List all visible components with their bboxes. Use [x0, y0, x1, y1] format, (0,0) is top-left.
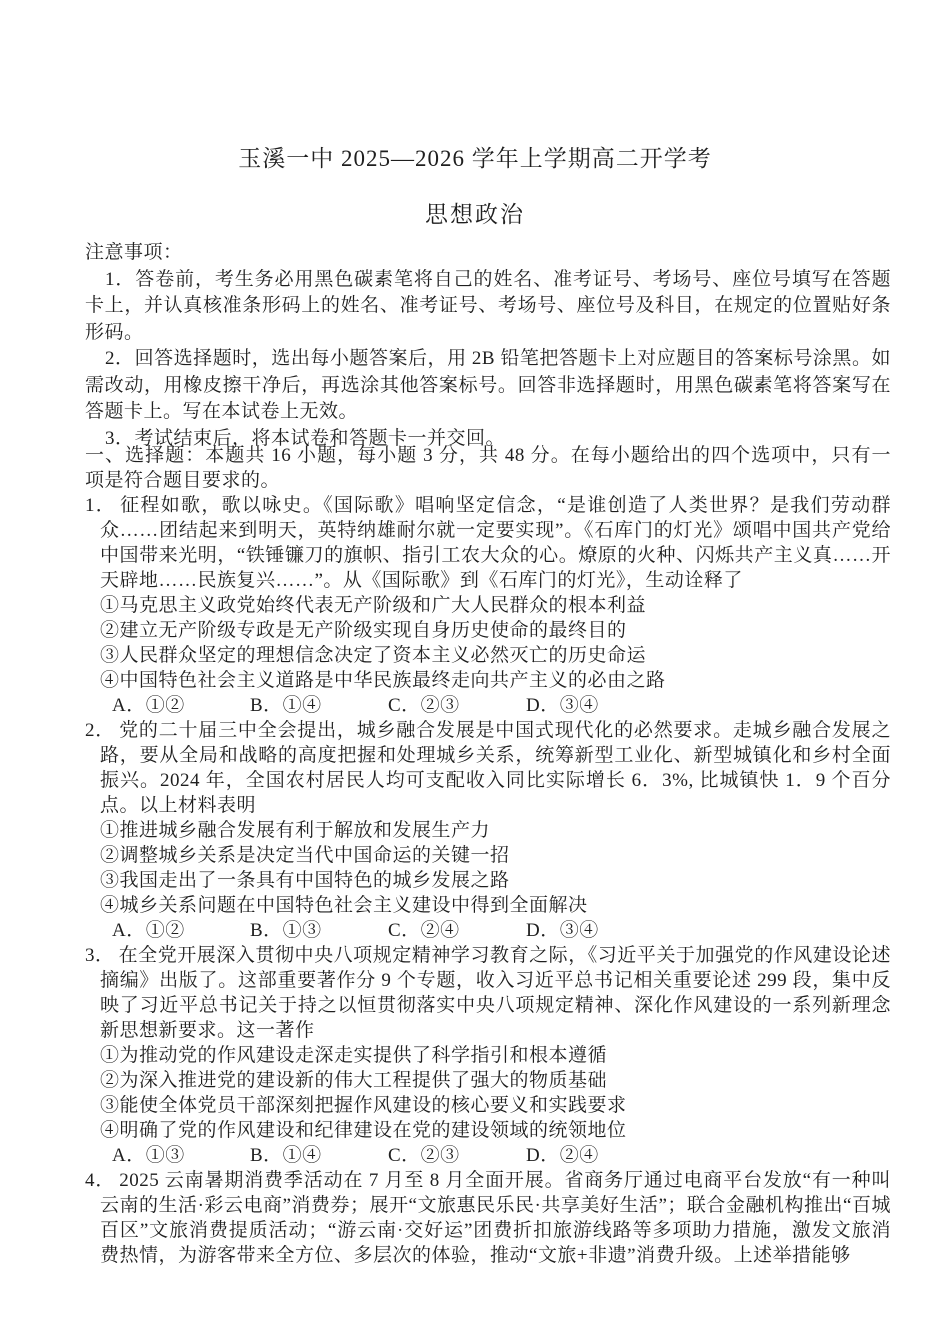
question-text: 征程如歌，歌以咏史。《国际歌》唱响坚定信念，“是谁创造了人类世界？是我们劳动群众……团结起来到明天，英特纳雄耐尔就一定要实现”。《石库门的灯光》颂唱中国共产党给中国带来光明，“铁锤镰刀的旗帜、指引工农大众的心。燎原的火种、闪烁共产主义真……开天辟地……民族复兴……”。从《国际歌》到《石库门的灯光》，生动诠释了 — [100, 495, 891, 591]
option-a: A．①③ — [112, 1145, 185, 1166]
question-1 — [85, 493, 891, 718]
question-number: 4． — [85, 1170, 116, 1191]
answer-options-row — [85, 693, 891, 718]
question-stem — [85, 493, 891, 593]
option-b: B．①④ — [250, 1145, 322, 1166]
statement: ③人民群众坚定的理想信念决定了资本主义必然灭亡的历史命运 — [100, 645, 647, 666]
notice-item: 3．考试结束后，将本试卷和答题卡一并交回。 — [105, 427, 506, 449]
statement: ①为推动党的作风建设走深走实提供了科学指引和根本遵循 — [100, 1045, 608, 1066]
statement: ④中国特色社会主义道路是中华民族最终走向共产主义的必由之路 — [100, 670, 666, 691]
question-text: 在全党开展深入贯彻中央八项规定精神学习教育之际，《习近平关于加强党的作风建设论述摘编》出版了。这部重要著作分 9 个专题，收入习近平总书记相关重要论述 299 段，集中反映了习近平总书记关于持之以恒贯彻落实中央八项规定精神、深化作风建设的一系列新理念新思想新要求。这一著作 — [100, 945, 891, 1041]
option-c: C．②③ — [388, 695, 460, 716]
question-number: 3． — [85, 945, 115, 966]
option-d: D．②④ — [526, 1145, 599, 1166]
question-stem — [85, 943, 891, 1043]
statement: ④明确了党的作风建设和纪律建设在党的建设领域的统领地位 — [100, 1120, 627, 1141]
option-b: B．①④ — [250, 695, 322, 716]
option-b: B．①③ — [250, 920, 322, 941]
answer-options-row — [85, 918, 891, 943]
option-d: D．③④ — [526, 920, 599, 941]
option-c: C．②④ — [388, 920, 460, 941]
question-stem — [85, 718, 891, 818]
question-2 — [85, 718, 891, 943]
option-a: A．①② — [112, 920, 185, 941]
statement: ②为深入推进党的建设新的伟大工程提供了强大的物质基础 — [100, 1070, 608, 1091]
notices-heading: 注意事项： — [85, 242, 183, 263]
statement: ③能使全体党员干部深刻把握作风建设的核心要义和实践要求 — [100, 1095, 627, 1116]
question-stem — [85, 1168, 891, 1268]
questions-section — [85, 443, 931, 1268]
statement: ③我国走出了一条具有中国特色的城乡发展之路 — [100, 870, 510, 891]
option-c: C．②③ — [388, 1145, 460, 1166]
option-a: A．①② — [112, 695, 185, 716]
notice-item: 1．答卷前，考生务必用黑色碳素笔将自己的姓名、准考证号、考场号、座位号填写在答题卡上，并认真核准条形码上的姓名、准考证号、考场号、座位号及科目，在规定的位置贴好条形码。 — [85, 268, 891, 343]
notices-section — [85, 240, 891, 452]
question-number: 1． — [85, 495, 117, 516]
statement: ①推进城乡融合发展有利于解放和发展生产力 — [100, 820, 491, 841]
page-title: 玉溪一中 2025—2026 学年上学期高二开学考 — [238, 146, 712, 171]
answer-options-row — [85, 1143, 891, 1168]
question-text: 党的二十届三中全会提出，城乡融合发展是中国式现代化的必然要求。走城乡融合发展之路，要从全局和战略的高度把握和处理城乡关系，统筹新型工业化、新型城镇化和乡村全面振兴。2024 年，全国农村居民人均可支配收入同比实际增长 6．3%, 比城镇快 1．9 个百分点。以上材料表明 — [100, 720, 891, 816]
statement: ②建立无产阶级专政是无产阶级实现自身历史使命的最终目的 — [100, 620, 627, 641]
question-3 — [85, 943, 891, 1168]
section-heading: 一、选择题：本题共 16 小题，每小题 3 分，共 48 分。在每小题给出的四个选项中，只有一 项是符合题目要求的。 — [85, 445, 931, 491]
option-d: D．③④ — [526, 695, 599, 716]
statement: ①马克思主义政党始终代表无产阶级和广大人民群众的根本利益 — [100, 595, 647, 616]
question-text: 2025 云南暑期消费季活动在 7 月至 8 月全面开展。省商务厅通过电商平台发放“有一种叫云南的生活·彩云电商”消费券；展开“文旅惠民乐民·共享美好生活”；联合金融机构推出“百城百区”文旅消费提质活动；“游云南·交好运”团费折扣旅游线路等多项助力措施，激发文旅消费热情，为游客带来全方位、多层次的体验，推动“文旅+非遗”消费升级。上述举措能够 — [100, 1170, 891, 1266]
statement: ②调整城乡关系是决定当代中国命运的关键一招 — [100, 845, 510, 866]
question-4 — [85, 1168, 891, 1268]
notice-item: 2．回答选择题时，选出每小题答案后，用 2B 铅笔把答题卡上对应题目的答案标号涂黑。如需改动，用橡皮擦干净后，再选涂其他答案标号。回答非选择题时，用黑色碳素笔将答案写在答题卡上。写在本试卷上无效。 — [85, 348, 891, 422]
subject-title: 思想政治 — [425, 202, 525, 227]
statement: ④城乡关系问题在中国特色社会主义建设中得到全面解决 — [100, 895, 588, 916]
question-number: 2． — [85, 720, 116, 741]
